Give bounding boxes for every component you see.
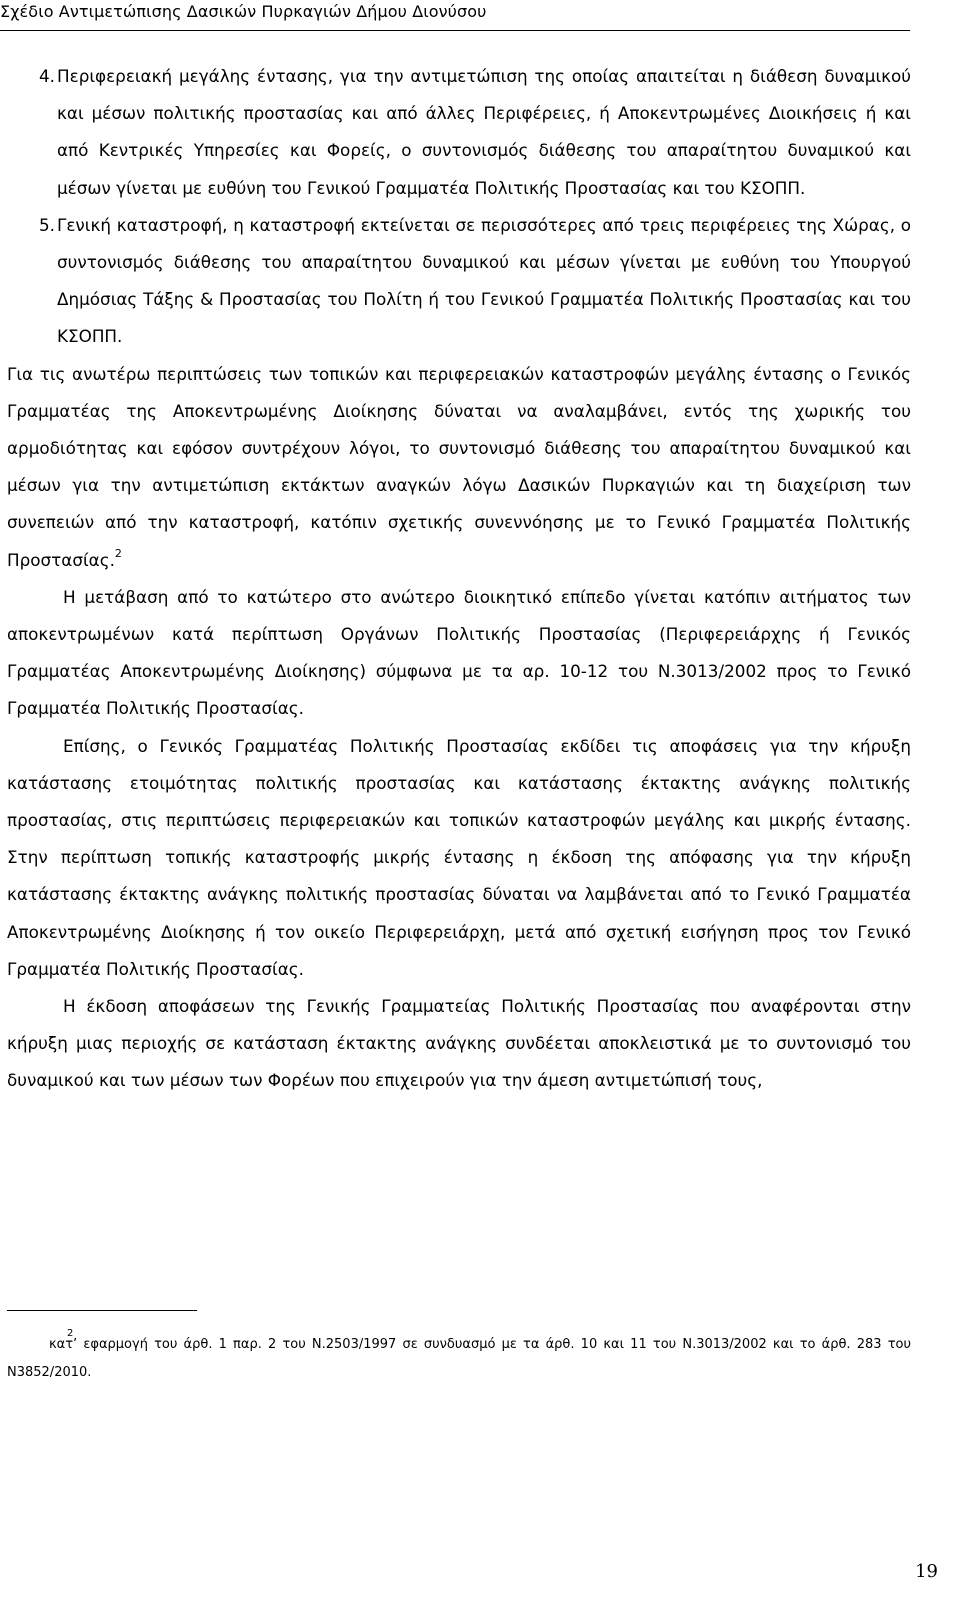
document-body: [7, 58, 911, 1100]
list-item-number: 4.: [39, 66, 56, 86]
list-item-number: 5.: [39, 214, 56, 235]
paragraph: [7, 988, 911, 1100]
paragraph: [7, 728, 911, 988]
footnote: [7, 1328, 911, 1387]
list-item: [7, 207, 911, 356]
footnote-reference[interactable]: 2: [114, 546, 122, 560]
paragraph-text: Η έκδοση αποφάσεων της Γενικής Γραμματείας Πολιτικής Προστασίας που αναφέρονται στην κήρυξη μιας περιοχής σε κατάσταση έκτακτης ανάγκης συνδέεται αποκλειστικά με το συντονισμό του δυναμικού και των μέσων των Φορέων που επιχειρούν για την άμεση αντιμετώπισή τους,: [7, 996, 911, 1091]
paragraph-text: Επίσης, ο Γενικός Γραμματέας Πολιτικής Προστασίας εκδίδει τις αποφάσεις για την κήρυξη κατάστασης ετοιμότητας πολιτικής προστασίας και κατάστασης έκτακτης ανάγκης πολιτικής προστασίας, στις περιπτώσεις περιφερειακών και τοπικών καταστροφών μεγάλης και μικρής έντασης. Στην περίπτωση τοπικής καταστροφής μικρής έντασης η έκδοση της απόφασης για την κήρυξη κατάστασης έκτακτης ανάγκης πολιτικής προστασίας δύναται να λαμβάνεται από το Γενικό Γραμματέα Αποκεντρωμένης Διοίκησης ή τον οικείο Περιφερειάρχη, μετά από σχετική εισήγηση προς τον Γενικό Γραμματέα Πολιτικής Προστασίας.: [7, 735, 911, 979]
document-title: Σχέδιο Αντιμετώπισης Δασικών Πυρκαγιών Δήμου Διονύσου: [0, 2, 487, 21]
page-header: [0, 0, 960, 36]
list-item: [7, 58, 911, 207]
list-item-text: Γενική καταστροφή, η καταστροφή εκτείνεται σε περισσότερες από τρεις περιφέρειες της Χώρας, ο συντονισμός διάθεσης του απαραίτητου δυναμικού και μέσων γίνεται με ευθύνη του Υπουργού Δημόσιας Τάξης & Προστασίας του Πολίτη ή του Γενικού Γραμματέα Πολιτικής Προστασίας και του ΚΣΟΠΠ.: [57, 214, 911, 347]
paragraph: [7, 579, 911, 728]
footnotes: [7, 1310, 911, 1387]
list-item-text: Περιφερειακή μεγάλης έντασης, για την αντιμετώπιση της οποίας απαιτείται η διάθεση δυναμικού και μέσων πολιτικής προστασίας και από άλλες Περιφέρειες, ή Αποκεντρωμένες Διοικήσεις ή και από Κεντρικές Υπηρεσίες και Φορείς, ο συντονισμός διάθεσης του απαραίτητου δυναμικού και μέσων γίνεται με ευθύνη του Γενικού Γραμματέα Πολιτικής Προστασίας και του ΚΣΟΠΠ.: [57, 66, 911, 198]
page-number: 19: [915, 1561, 938, 1582]
footnote-text: κατ’ εφαρμογή του άρθ. 1 παρ. 2 του Ν.2503/1997 σε συνδυασμό με τα άρθ. 10 και 11 του Ν.3013/2002 και το άρθ. 283 του Ν3852/2010.: [7, 1337, 911, 1380]
paragraph-text: Για τις ανωτέρω περιπτώσεις των τοπικών και περιφερειακών καταστροφών μεγάλης έντασης ο Γενικός Γραμματέας της Αποκεντρωμένης Διοίκησης δύναται να αναλαμβάνει, εντός της χωρικής του αρμοδιότητας και εφόσον συντρέχουν λόγοι, το συντονισμό διάθεσης του απαραίτητου δυναμικού και μέσων για την αντιμετώπιση εκτάκτων αναγκών λόγω Δασικών Πυρκαγιών και τη διαχείριση των συνεπειών από την καταστροφή, κατόπιν σχετικής συνεννόησης με το Γενικό Γραμματέα Πολιτικής Προστασίας.: [7, 363, 911, 570]
footnote-divider: [7, 1310, 197, 1311]
header-divider: [0, 30, 910, 31]
paragraph-text: Η μετάβαση από το κατώτερο στο ανώτερο διοικητικό επίπεδο γίνεται κατόπιν αιτήματος των αποκεντρωμένων κατά περίπτωση Οργάνων Πολιτικής Προστασίας (Περιφερειάρχης ή Γενικός Γραμματέας Αποκεντρωμένης Διοίκησης) σύμφωνα με τα αρ. 10-12 του Ν.3013/2002 προς το Γενικό Γραμματέα Πολιτικής Προστασίας.: [7, 586, 911, 719]
paragraph: [7, 356, 911, 579]
footnote-mark: 2: [67, 1328, 74, 1339]
